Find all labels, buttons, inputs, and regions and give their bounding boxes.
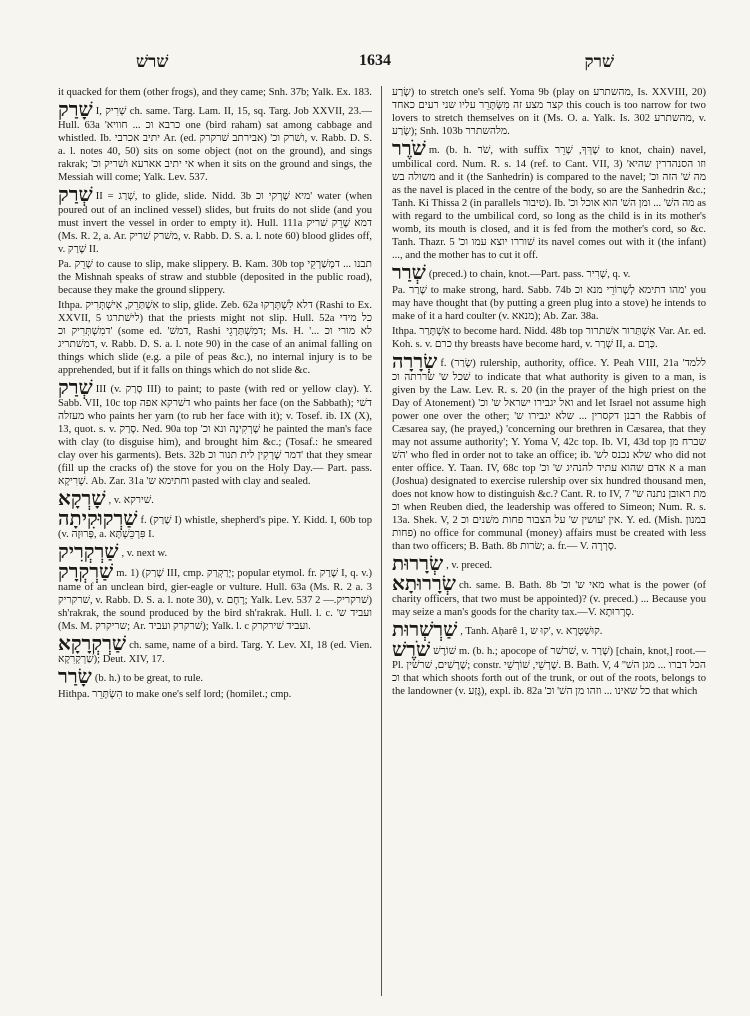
- entry-text: Pa. שָׁרֵק to cause to slip, make slippery. B. Kam. 30b top תבנו ... דמְשַׁרְקֵי the Mishnah speaks of straw and stubble (deposited in the public road), because they make the ground slippery.: [58, 259, 372, 296]
- entry-headword: שְׁרַק: [58, 377, 93, 399]
- entry-text: ch. same, name of a bird. Targ. Y. Lev. XI, 18 (ed. Vien. שַׁרְקְרִקָא); Deut. XIV, 17.: [58, 640, 372, 665]
- entry-text: f. (שָׁרַק I) whistle, shepherd's pipe. Y. Kidd. I, 60b top (v. פְּרוּזָה, a. פִּרְכֵּשְׁתָּא I.: [58, 515, 372, 540]
- dictionary-entry: [392, 575, 706, 619]
- entry-headword: שְׂרָרוּתָא: [392, 573, 456, 595]
- running-head-left: שׁרשׁ: [136, 52, 169, 72]
- entry-text: Ithpa. אִשְׁתָּרַר to become hard. Nidd. 48b top אִשְׁתַּרור אשׁתרור Var. Ar. ed. Koh. s. v. כרם thy breasts have become hard, v. שְׁרַר II, a. כְּרַם.: [392, 326, 706, 350]
- entry-headword: שָׂרַר: [58, 666, 92, 688]
- dictionary-entry: [58, 563, 372, 633]
- dictionary-entry: [58, 299, 372, 377]
- dictionary-entry: [392, 621, 706, 639]
- dictionary-entry: [58, 688, 372, 701]
- entry-text: , v. preced.: [446, 560, 493, 571]
- page-number: 1634: [359, 52, 391, 69]
- dictionary-entry: [392, 555, 706, 573]
- entry-headword: שָׁרַק: [58, 99, 93, 121]
- dictionary-entry: [392, 264, 706, 282]
- entry-text: I, שְׁרִיק ch. same. Targ. Lam. II, 15, sq. Targ. Job XXVII, 23.— Hull. 63a 'כרבא וכ ... חוויא one (bird raham) sat among cabbage and whistled. Ib. יתיב אכרבי Ar. (ed. אבירתב שׁרקרק) 'ושׁרק וכ, v. Rabb. D. S. a. l. notes 40, 50) sits on some object (not on the ground), and sings rakrak; 'אי יתיב אארעא ושׁריק וכ when it sits on the ground and sings, the Messiah will come; Yalk. Lev. 537.: [58, 106, 372, 183]
- entry-text: , v. next w.: [121, 548, 168, 559]
- entry-headword: שַׁרְקְרִיק: [58, 541, 119, 563]
- entry-text: II = שְׁרַג, to glide, slide. Nidd. 3b מיא שָׁרְקי וכ' water (when poured out of an inclined vessel) slides, but fruits do not slide (and you must invert the vessel in order to empty it). Hull. 111a דמא שָׁרֵק שׁריק (Ms. R. 2, a. Ar. משׁרק שׁריק, v. Rabb. D. S. a. l. note 60) blood glides off, v. שָׁרַק II.: [58, 191, 372, 255]
- dictionary-entry: [58, 258, 372, 297]
- entry-headword: שַׁרְקְרָקָא: [58, 633, 127, 655]
- entry-text: m. (b. h. שֹׁר, with suffix שָׁרְּךָ, שָׁרֵר to knot, chain) navel, umbilical cord. Num. R. s. 14 (ref. to Cant. VII, 3) 'וזו הסנהדרין שהיא משולה בש and it (the Sanhedrin) is compared to the navel; 'מה שׁ' הזה וכ as the navel is placed in the centre of the body, so are the Sanhedrin &c.; Tanh. Ki Thissa 2 (in parallels טיבור). Ib. 'מה השׁ' ... ומן השׁ' הוא אוכל וכ as with regard to the umbilical cord, so long as the child is in its mother's womb, its mouth is closed, and it is fed from the mother's cord, so &c. Tanh. Thazr. 5 'שׁוררו יוצא עמו וכ its navel comes out with it (the infant) ..., and the mother has to cut it off.: [392, 145, 706, 261]
- entry-text: (preced.) to chain, knot.—Part. pass. שְׁרִיר, q. v.: [428, 269, 631, 280]
- right-column: [392, 86, 706, 1006]
- running-head-right: שׁרק: [584, 52, 614, 72]
- column-divider: [381, 86, 382, 996]
- dictionary-entry: [58, 543, 372, 561]
- dictionary-entry: [58, 379, 372, 488]
- dictionary-entry: [392, 325, 706, 351]
- dictionary-entry: [392, 641, 706, 698]
- entry-headword: שְׁרַק: [58, 184, 93, 206]
- left-column: [58, 86, 372, 1006]
- dictionary-entry: [58, 86, 372, 99]
- dictionary-entry: [392, 86, 706, 138]
- entry-text: שָׂרַע) to stretch one's self. Yoma 9b (play on מהשתרע, Is. XXVIII, 20) קצר מצע זה מִשְּׂתָּרֵר עליו שני רעים כאחד this couch is too narrow for two lovers to stretch themselves on it (Ms. O. a. Yalk. Is. 302 מהשתרע, v. שָׂרַע); Snh. 103b מלהשתרר.: [392, 87, 706, 137]
- entry-text: Ithpa. אִשְׁתַּרֵק, אִישְׁתְּרִיק to slip, glide. Zeb. 62a דלא לִשְׁתְּרְקוּ (Rashi to Ex. XXVII, 5 לישׁתרגו) that the priests might not slip. Hull. 52a כל מידי דמִשְׁתְּרִיק וכ' (some ed. 'דמשׁ, Rashi דמִשְׁתַּרְגֵי; Ms. H. 'לא מורי וכ ... דמשׁתריג, v. Rabb. D. S. a. l. note 90) in the case of an animal falling on things which slide (e.g. a pile of peas &c.), no internal injury is to be apprehended, but if it falls on things which do not slide &c.: [58, 300, 372, 376]
- dictionary-entry: [58, 635, 372, 666]
- dictionary-entry: [58, 668, 372, 686]
- entry-text: ch. same. B. Bath. 8b 'מאי ש' וכ what is the power (of charity officers, that two must be appointed)? (v. preced.) ... Because you may seize a man's goods for the charity tax.—V. סְרָרוּתָא.: [392, 580, 706, 618]
- page-header: [60, 52, 690, 80]
- entry-headword: שֹׁרֶשׁ: [392, 639, 431, 661]
- dictionary-entry: [58, 510, 372, 541]
- dictionary-entry: [392, 140, 706, 262]
- entry-text: f. (שָׂרַר) rulership, authority, office. Y. Peah VIII, 21a 'ללמד שׁכל ש' שׂררתה וכ to indicate that what authority is given to a man, is given by the Law. Lev. R. s. 20 (in the prayer of the high priest on the Day of Atonement) 'ואל יגבירו ישראל ש' וכ and let Israel not assume high power one over the other; 'רבנן דקסרין ... שלא יגבירו ש the Rabbis of Cæsarea say, (he prayed,) 'concerning our brethren in Cæsarea, that they may not assume authority'; Y. Yoma V, 42c top. Ib. VI, 43d top שברח מן השׁ' who fled in order not to take an office; ib. 'שלא נכנס לש who did not enter office. Y. Taan. IV, 68c top 'א אדם שהוא עתיד להנהיג ש' וכ a man (Joshua) designated to exercise rulership over six hundred thousand men, does not know how to distinguish &c.? Cant. R. to IV, 7 'מת ראובן נתנה ש' וכ when Reuben died, the leadership was offered to Simeon; Num. R. s. 13a. Shek. V, 2 אין 'עושין ש' על הצבור פחות משׁנים וכ. Y. ed. (Mish. במנון פחות) no office for communal (money) affairs must be created with less than two officers; B. Bath. 8b שׂרות; a. fr.— V. סָרְרָה.: [392, 358, 706, 552]
- entry-headword: שְׂרָרָה: [392, 351, 438, 373]
- entry-headword: שַׁרְשְׁרוּת: [392, 619, 458, 641]
- entry-text: it quacked for them (other frogs), and they came; Snh. 37b; Yalk. Ex. 183.: [58, 87, 372, 98]
- entry-text: (b. h.) to be great, to rule.: [94, 673, 204, 684]
- entry-headword: שְׁרַר: [392, 262, 426, 284]
- entry-text: שׁוֹרֶשׁ m. (b. h.; apocope of שׁרשׁר, v. שָׁרַר) [chain, knot,] root.—Pl. שָׁרָשִׁים, שׁרשׁין; constr. שָׁרְשֵׁי, שׁוֹרְשֵׁי. B. Bath. V, 4 'הכל דברו ... מגן השׁ' וכ that which shoots forth out of the trunk, or out of the roots, belongs to the landowner (v. גֶּזַע), expl. ib. 82a 'כל שאינו ... וזהו מן השׁ' וכ that which: [392, 646, 706, 697]
- dictionary-entry: [58, 490, 372, 508]
- entry-text: Pa. שָׁרַר to make strong, hard. Sabb. 74b מהו דתימא לְשָׁרוֹרֵי מנא וכ' you may have thought that (by putting a green plug into a stove) he intends to make of it a hard coulter (v. מנאא); Ab. Zar. 38a.: [392, 285, 706, 322]
- entry-headword: שֹׁרֶר: [392, 138, 426, 160]
- entry-text: III (v. סָרַק III) to paint; to paste (with red or yellow clay). Y. Sabb. VII, 10c top דשׁרקא אפה who paints her face (on the Sabbath); דשׁי מעזלה who paints her yarn (to rub her face with it); v. Tosef. ib. IX (X), 13, quot. s. v. סָרַק. Ned. 90a top 'שָׁרְקִינָה ונא וכ he painted the man's face with clay (to disguise him), and brought him &c.; (Tosaf.: he smeared clay over his garments). Bets. 32b דמר שָׁרְקִין לית תנור וכ' that they smear (fill up the cracks of) the stove for you on the Holy Day.— Part. pass. שְׁרִיקָא. Ab. Zar. 31a 'וחתימא ש pasted with clay and sealed.: [58, 384, 372, 487]
- entry-headword: שַׁרְקְרָק: [58, 561, 114, 583]
- dictionary-entry: [58, 186, 372, 256]
- entry-text: Hithpa. הִשְׂתָּרֵר to make one's self lord; (homilet.; cmp.: [58, 689, 292, 700]
- dictionary-entry: [392, 353, 706, 553]
- entry-headword: שַׁרְקוּקִיתָה: [58, 508, 138, 530]
- entry-headword: שָׁרְקָא: [58, 488, 106, 510]
- entry-headword: שְׂרָרוּת: [392, 553, 444, 575]
- dictionary-entry: [392, 284, 706, 323]
- entry-text: , Tanh. Aḥarê 1, קוּ ש', v. קוּשְׁטְרָא.: [460, 626, 603, 637]
- entry-text: , v. שׁירקא.: [108, 495, 154, 506]
- entry-text: m. 1) (שָׁרַק III, cmp. יְרַקְרַק; popular etymol. fr. שָׁרַק I, q. v.) name of an unclean bird, gier-eagle or vulture. Hull. 63a (Ms. R. 2 a. 3 שׁרקריק, v. Rabb. D. S. a. l. note 30), v. רָחָם; Yalk. Lev. 537 שׁרקריק.— 2) sh'rakrak, the sound produced by the bird sh'rakrak. Hull. l. c. 'ועביד ש (Ms. M. שריקרק; Ar. שׁרקרק ועביד); Yalk. l. c ועביד שׁירקרק.: [58, 568, 372, 632]
- dictionary-entry: [58, 101, 372, 184]
